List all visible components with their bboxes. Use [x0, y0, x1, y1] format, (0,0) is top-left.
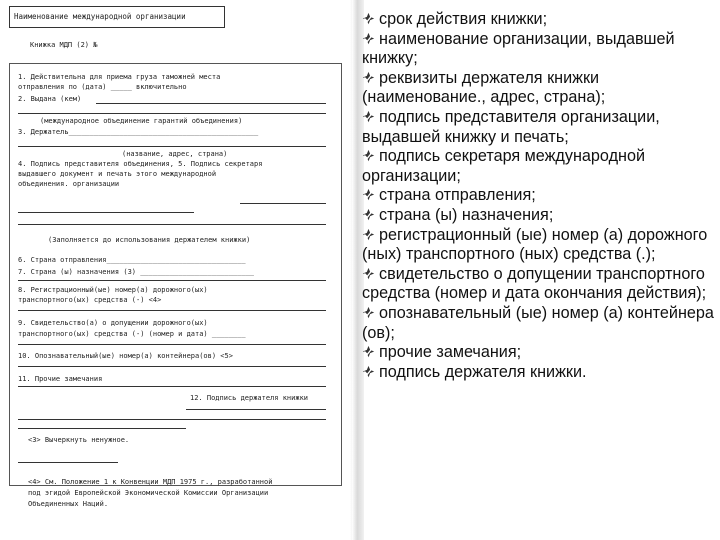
form-line: (Заполняется до использования держателем книжки)	[48, 236, 251, 244]
checkmark-diamond-bullet-icon	[362, 267, 375, 280]
list-item	[362, 265, 714, 304]
checkmark-diamond-bullet-icon	[362, 365, 375, 378]
form-line: 12. Подпись держателя книжки	[190, 394, 309, 402]
form-line: 10. Опознавательный(ые) номер(а) контейнера(ов) <5>	[18, 352, 233, 360]
form-title: Наименование международной организации	[14, 12, 186, 21]
list-item	[362, 10, 714, 30]
form-line: 3. Держатель_____________________________________________	[18, 128, 259, 136]
footnote: <3> Вычеркнуть ненужное.	[28, 436, 130, 444]
checkmark-diamond-bullet-icon	[362, 71, 375, 84]
form-line: 2. Выдана (кем)	[18, 95, 82, 103]
list-item	[362, 30, 714, 69]
form-line: 9. Свидетельство(а) о допущении дорожного(ых)	[18, 319, 208, 327]
footnote: под эгидой Европейской Экономической Комиссии Организации	[28, 489, 269, 497]
form-line: 4. Подпись представителя объединения, 5. Подпись секретаря	[18, 160, 263, 168]
form-underline	[18, 428, 186, 429]
list-item	[362, 147, 714, 186]
list-item-text: подпись представителя организации, выдавшей книжку и печать;	[362, 107, 660, 146]
scanned-form	[0, 0, 350, 540]
checkmark-diamond-bullet-icon	[362, 208, 375, 221]
form-underline	[18, 366, 326, 367]
checkmark-diamond-bullet-icon	[362, 110, 375, 123]
form-line: 11. Прочие замечания	[18, 375, 103, 383]
form-line: отправления по (дата) _____ включительно	[18, 83, 187, 91]
signature-line	[240, 203, 326, 204]
form-underline	[18, 113, 326, 114]
list-item-text: прочие замечания;	[379, 343, 522, 362]
signature-line	[18, 212, 194, 213]
list-item-text: срок действия книжки;	[379, 10, 548, 28]
footnote: <4> См. Положение 1 к Конвенции МДП 1975 г., разработанной	[28, 478, 273, 486]
form-underline	[18, 310, 326, 311]
form-line: транспортного(ых) средства (-) <4>	[18, 296, 162, 304]
form-line: 6. Страна отправления_________________________________	[18, 256, 246, 264]
footnote-rule	[18, 462, 118, 463]
list-item	[362, 343, 714, 363]
form-line: (название, адрес, страна)	[122, 150, 228, 158]
list-item	[362, 226, 714, 265]
list-item	[362, 186, 714, 206]
checkmark-diamond-bullet-icon	[362, 188, 375, 201]
form-line: объединения. организации	[18, 180, 120, 188]
list-item-text: наименование организации, выдавшей книжку;	[362, 29, 675, 68]
form-underline	[18, 419, 326, 420]
form-line: транспортного(ых) средства (-) (номер и дата) ________	[18, 330, 246, 338]
list-item-text: реквизиты держателя книжки (наименование., адрес, страна);	[362, 68, 606, 107]
form-line: 8. Регистрационный(ые) номер(а) дорожного(ых)	[18, 286, 208, 294]
organization-title-box	[9, 6, 225, 28]
checkmark-diamond-bullet-icon	[362, 32, 375, 45]
requisites-list	[362, 10, 714, 382]
checkmark-diamond-bullet-icon	[362, 12, 375, 25]
checkmark-diamond-bullet-icon	[362, 345, 375, 358]
form-underline	[18, 386, 326, 387]
list-item-text: страна отправления;	[379, 186, 536, 205]
list-item-text: регистрационный (ые) номер (а) дорожного (ных) транспортного (ных) средства (.);	[362, 225, 708, 264]
checkmark-diamond-bullet-icon	[362, 306, 375, 319]
list-item	[362, 108, 714, 147]
form-subtitle: Книжка МДП (2) №	[30, 41, 98, 49]
form-underline	[18, 280, 326, 281]
list-item	[362, 363, 714, 383]
list-item-text: подпись секретаря международной организации;	[362, 147, 645, 185]
list-item-text: подпись держателя книжки.	[379, 362, 587, 381]
checkmark-diamond-bullet-icon	[362, 149, 375, 162]
section-divider	[18, 224, 326, 225]
list-item	[362, 69, 714, 108]
form-line: выдавшего документ и печать этого международной	[18, 170, 217, 178]
signature-line	[186, 409, 326, 410]
list-item-text: свидетельство о допущении транспортного средства (номер и дата окончания действия);	[362, 264, 707, 303]
form-underline	[96, 103, 326, 104]
form-underline	[18, 344, 326, 345]
list-item-text: страна (ы) назначения;	[379, 205, 554, 224]
form-line: 7. Страна (ы) назначения (3) ___________________________	[18, 268, 255, 276]
list-item	[362, 206, 714, 226]
form-line: (международное объединение гарантий объединения)	[40, 117, 243, 125]
list-item	[362, 304, 714, 343]
form-line: 1. Действительна для приема груза таможней места	[18, 73, 221, 81]
checkmark-diamond-bullet-icon	[362, 228, 375, 241]
list-item-text: опознавательный (ые) номер (а) контейнера (ов);	[362, 303, 714, 342]
form-underline	[18, 146, 326, 147]
footnote: Объединенных Наций.	[28, 500, 109, 508]
